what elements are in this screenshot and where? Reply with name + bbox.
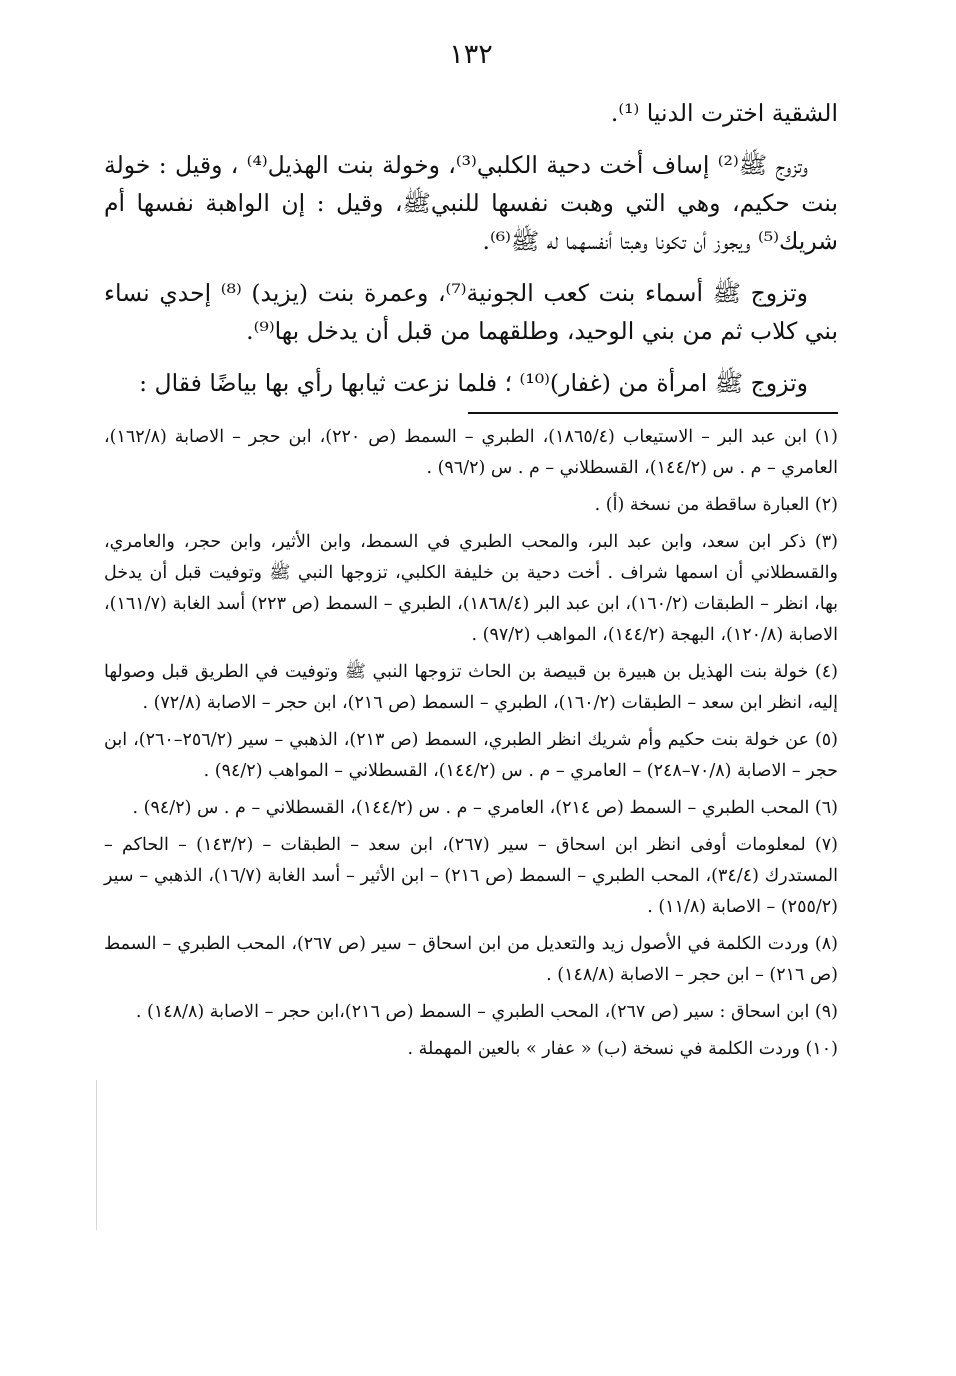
footnote-divider bbox=[468, 412, 838, 414]
scan-margin-line bbox=[96, 1080, 97, 1230]
main-paragraph: وتزوج ﷺ امرأة من (غفار)⁽¹⁰⁾ ؛ فلما نزعت ثيابها رأي بها بياضًا فقال : bbox=[139, 369, 808, 397]
main-text bbox=[104, 94, 838, 402]
footnote: (٩) ابن اسحاق : سير (ص ٢٦٧)، المحب الطبري – السمط (ص ٢١٦)،ابن حجر – الاصابة (١٤٨/٨) . bbox=[135, 1002, 838, 1022]
footnote: (١٠) وردت الكلمة في نسخة (ب) « عفار » بالعين المهملة . bbox=[407, 1039, 838, 1059]
footnote: (٣) ذكر ابن سعد، وابن عبد البر، والمحب الطبري في السمط، وابن الأثير، وابن حجر، والعامري، والقسطلاني أن اسمها شراف . أخت دحية بن خليفة الكلبي، تزوجها النبي ﷺ وتوفيت قبل أن يدخل بها، انظر – الطبقات (١٦٠/٢)، ابن عبد البر (١٨٦٨/٤)، الطبري – السمط (ص ٢٢٣) أسد الغابة (١٦١/٧)، الاصابة (١٢٠/٨)، البهجة (١٤٤/٢)، المواهب (٩٧/٢) . bbox=[104, 532, 839, 645]
footnote: (١) ابن عبد البر – الاستيعاب (١٨٦٥/٤)، الطبري – السمط (ص ٢٢٠)، ابن حجر – الاصابة (١٦٢/٨)، العامري – م . س (١٤٤/٢)، القسطلاني – م . س (٩٦/٢) . bbox=[104, 427, 838, 478]
footnote: (٢) العبارة ساقطة من نسخة (أ) . bbox=[594, 495, 838, 515]
footnote: (٦) المحب الطبري – السمط (ص ٢١٤)، العامري – م . س (١٤٤/٢)، القسطلاني – م . س (٩٤/٢) . bbox=[132, 798, 838, 818]
footnote: (٥) عن خولة بنت حكيم وأم شريك انظر الطبري، السمط (ص ٢١٣)، الذهبي – سير (٢٥٦/٢–٢٦٠)، ابن حجر – الاصابة (٧٠/٨–٢٤٨) – العامري – م . س (١٤٤/٢)، القسطلاني – المواهب (٩٤/٢) . bbox=[104, 730, 838, 781]
footnotes bbox=[104, 422, 838, 1065]
main-paragraph: وتزوج ﷺ أسماء بنت كعب الجونية⁽⁷⁾، وعمرة بنت (يزيد) ⁽⁸⁾ إحدي نساء بني كلاب ثم من بني الوحيد، وطلقهما من قبل أن يدخل بها⁽⁹⁾. bbox=[104, 279, 838, 345]
page-number: ١٣٢ bbox=[449, 39, 493, 70]
footnote: (٨) وردت الكلمة في الأصول زيد والتعديل من ابن اسحاق – سير (ص ٢٦٧)، المحب الطبري – السمط (ص ٢١٦) – ابن حجر – الاصابة (١٤٨/٨) . bbox=[104, 934, 838, 985]
main-paragraph: وتزوج ﷺ⁽²⁾ إساف أخت دحية الكلبي⁽³⁾، وخولة بنت الهذيل⁽⁴⁾ ، وقيل : خولة بنت حكيم، وهي التي وهبت نفسها للنبيﷺ، وقيل : إن الواهبة نفسها أم شريك⁽⁵⁾ ويجوز أن تكونا وهبتا أنفسهما له ﷺ⁽⁶⁾. bbox=[104, 151, 838, 255]
main-paragraph: الشقية اخترت الدنيا ⁽¹⁾. bbox=[610, 99, 838, 127]
footnote: (٤) خولة بنت الهذيل بن هبيرة بن قبيصة بن الحاث تزوجها النبي ﷺ وتوفيت في الطريق قبل وصولها إليه، انظر ابن سعد – الطبقات (١٦٠/٢)، الطبري – السمط (ص ٢١٦)، ابن حجر – الاصابة (٧٢/٨) . bbox=[104, 662, 838, 713]
footnote: (٧) لمعلومات أوفى انظر ابن اسحاق – سير (٢٦٧)، ابن سعد – الطبقات – (١٤٣/٢) – الحاكم – المستدرك (٣٤/٤)، المحب الطبري – السمط (ص ٢١٦) – ابن الأثير – أسد الغابة (١٦/٧)، الذهبي – سير (٢٥٥/٢) – الاصابة (١١/٨) . bbox=[104, 835, 839, 917]
